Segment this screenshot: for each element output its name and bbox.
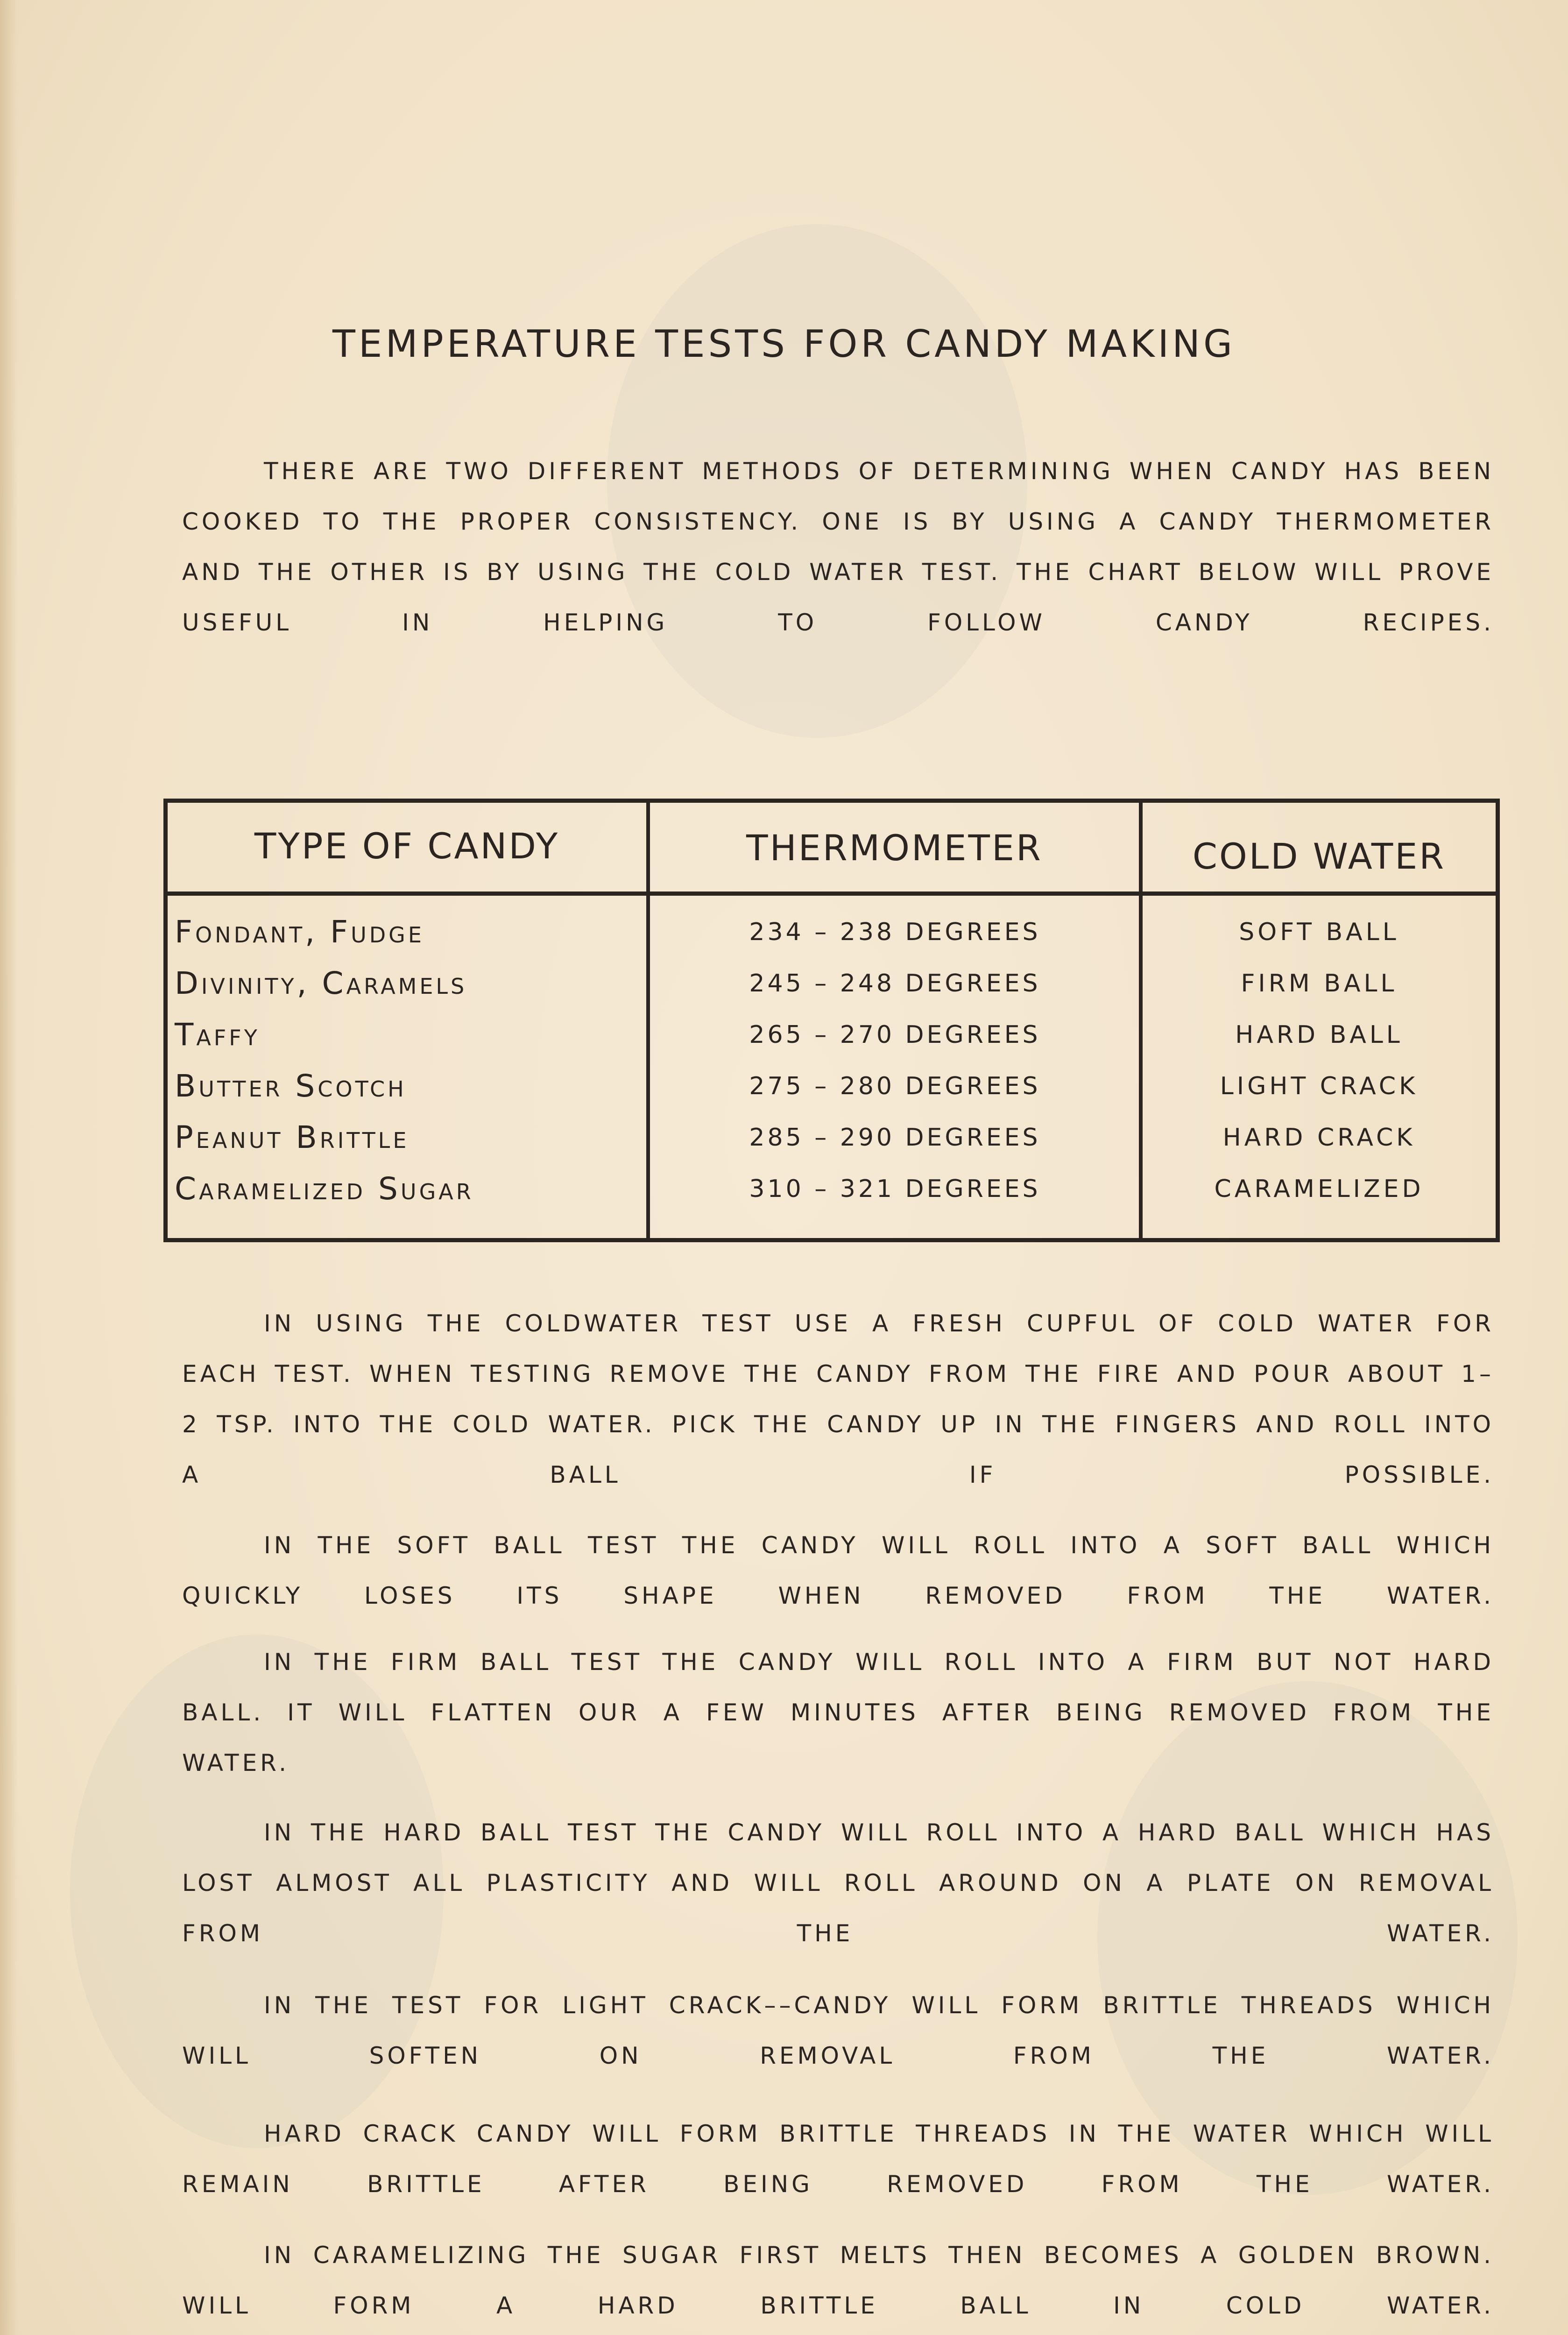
candy-name: Fondant, Fudge: [175, 914, 424, 950]
cold-water-stage: SOFT BALL: [1239, 918, 1399, 946]
candy-name: Butter Scotch: [175, 1068, 407, 1104]
paragraph-soft-ball: [182, 1520, 1494, 1621]
cold-water-stage: FIRM BALL: [1241, 969, 1398, 998]
paragraph-caramelizing: [182, 2230, 1494, 2331]
thermometer-range: 310 – 321 DEGREES: [749, 1175, 1041, 1203]
cold-water-stage: HARD CRACK: [1222, 1124, 1416, 1152]
candy-name: Taffy: [175, 1017, 260, 1053]
table-row: [168, 1163, 1496, 1215]
header-type-of-candy: TYPE OF CANDY: [254, 825, 560, 867]
thermometer-range: 275 – 280 DEGREES: [749, 1072, 1041, 1100]
temperature-table: [163, 799, 1500, 1242]
paragraph-text: IN THE FIRM BALL TEST THE CANDY WILL ROLL INTO A FIRM BUT NOT HARD BALL. IT WILL FLATTEN OUR A FEW MINUTES AFTER BEING REMOVED FROM THE WATER.: [182, 1649, 1494, 1776]
paragraph-firm-ball: [182, 1637, 1494, 1788]
table-row: [168, 1009, 1496, 1061]
paragraph-text: HARD CRACK CANDY WILL FORM BRITTLE THREADS IN THE WATER WHICH WILL REMAIN BRITTLE AFTER BEING REMOVED FROM THE WATER.: [182, 2120, 1494, 2198]
intro-paragraph: [182, 446, 1494, 648]
table-row: [168, 958, 1496, 1009]
thermometer-range: 234 – 238 DEGREES: [749, 918, 1041, 946]
table-row: [168, 1061, 1496, 1112]
paragraph-hard-crack: [182, 2109, 1494, 2209]
paragraph-text: IN THE HARD BALL TEST THE CANDY WILL ROLL INTO A HARD BALL WHICH HAS LOST ALMOST ALL PLASTICITY AND WILL ROLL AROUND ON A PLATE ON REMOVAL FROM THE WATER.: [182, 1819, 1494, 1947]
table-row: [168, 1112, 1496, 1163]
cold-water-stage: CARAMELIZED: [1214, 1175, 1424, 1203]
thermometer-range: 285 – 290 DEGREES: [749, 1124, 1041, 1152]
paragraph-coldwater-test: [182, 1298, 1494, 1500]
cold-water-stage: LIGHT CRACK: [1220, 1072, 1419, 1100]
thermometer-range: 245 – 248 DEGREES: [749, 969, 1041, 998]
intro-text: THERE ARE TWO DIFFERENT METHODS OF DETERMINING WHEN CANDY HAS BEEN COOKED TO THE PROPER CONSISTENCY. ONE IS BY USING A CANDY THERMOMETER AND THE OTHER IS BY USING THE COLD WATER TEST. THE CHART BELOW WILL PROVE USEFUL IN HELPING TO FOLLOW CANDY RECIPES.: [182, 458, 1494, 636]
paragraph-text: IN THE TEST FOR LIGHT CRACK––CANDY WILL FORM BRITTLE THREADS WHICH WILL SOFTEN ON REMOVAL FROM THE WATER.: [182, 1992, 1494, 2069]
header-thermometer: THERMOMETER: [746, 827, 1043, 869]
table-row: [168, 906, 1496, 958]
candy-name: Divinity, Caramels: [175, 965, 467, 1001]
paragraph-light-crack: [182, 1980, 1494, 2081]
paragraph-text: IN USING THE COLDWATER TEST USE A FRESH CUPFUL OF COLD WATER FOR EACH TEST. WHEN TESTING REMOVE THE CANDY FROM THE FIRE AND POUR ABOUT 1–2 TSP. INTO THE COLD WATER. PICK THE CANDY UP IN THE FINGERS AND ROLL INTO A BALL IF POSSIBLE.: [182, 1310, 1494, 1488]
paragraph-text: IN THE SOFT BALL TEST THE CANDY WILL ROLL INTO A SOFT BALL WHICH QUICKLY LOSES ITS SHAPE WHEN REMOVED FROM THE WATER.: [182, 1532, 1494, 1609]
header-cold-water: COLD WATER: [1192, 835, 1446, 877]
cold-water-stage: HARD BALL: [1235, 1021, 1403, 1049]
thermometer-range: 265 – 270 DEGREES: [749, 1021, 1041, 1049]
paragraph-text: IN CARAMELIZING THE SUGAR FIRST MELTS THEN BECOMES A GOLDEN BROWN. WILL FORM A HARD BRITTLE BALL IN COLD WATER.: [182, 2242, 1494, 2319]
candy-name: Caramelized Sugar: [175, 1171, 474, 1207]
paragraph-hard-ball: [182, 1807, 1494, 1959]
candy-name: Peanut Brittle: [175, 1119, 410, 1155]
header-divider: [168, 892, 1496, 896]
page-title: TEMPERATURE TESTS FOR CANDY MAKING: [332, 322, 1236, 366]
